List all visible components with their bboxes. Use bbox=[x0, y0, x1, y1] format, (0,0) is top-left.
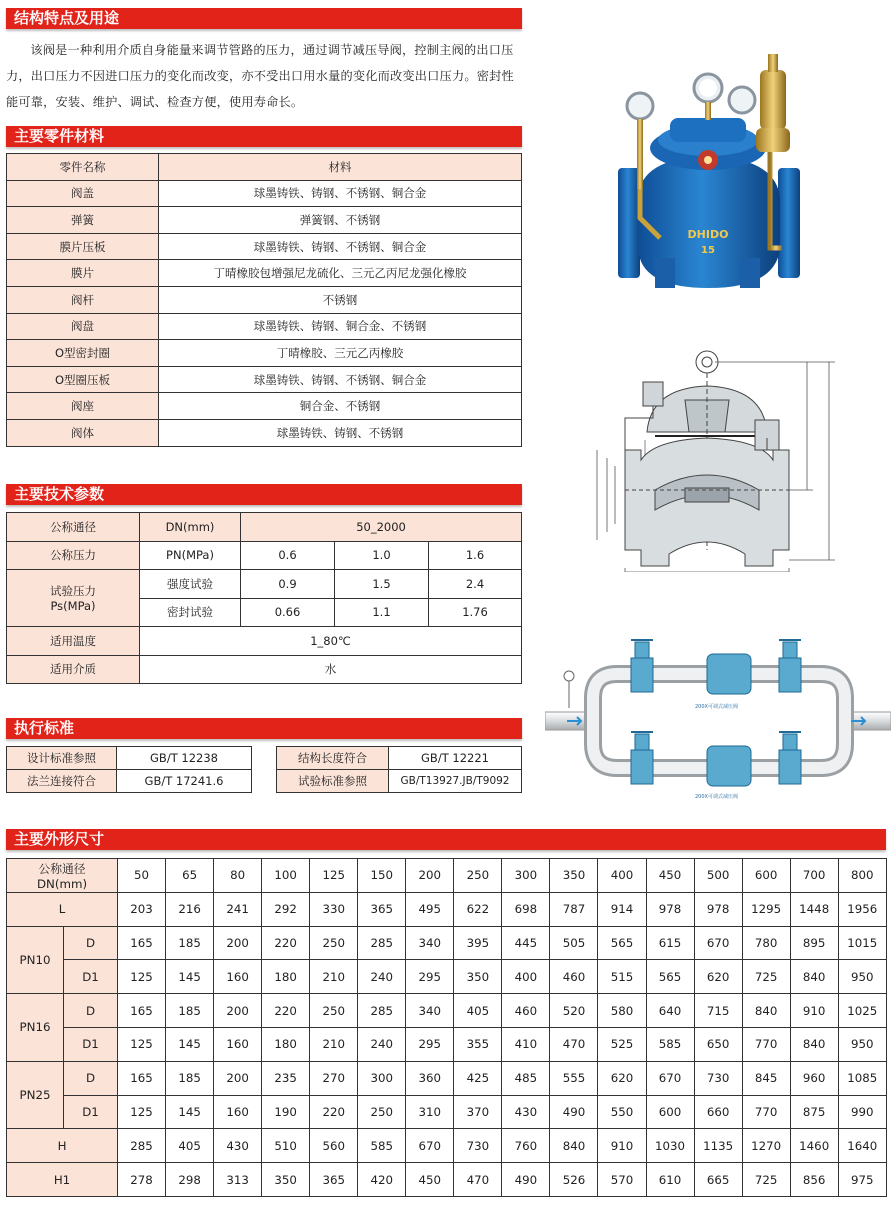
H-value: 1270 bbox=[742, 1129, 790, 1163]
part-name: O型密封圈 bbox=[7, 340, 159, 367]
D-value: 165 bbox=[118, 1061, 166, 1095]
dn-value: 300 bbox=[502, 859, 550, 893]
tech-row-temp bbox=[7, 627, 522, 656]
dims-row-D bbox=[7, 926, 887, 960]
D-value: 185 bbox=[166, 1061, 214, 1095]
H-value: 1135 bbox=[694, 1129, 742, 1163]
D1-value: 355 bbox=[454, 1027, 502, 1061]
nominal-label: 公称通径 bbox=[7, 513, 140, 542]
H1-value: 665 bbox=[694, 1163, 742, 1197]
D1-value: 180 bbox=[262, 960, 310, 994]
dims-row-D1 bbox=[7, 960, 887, 994]
tech-row-medium bbox=[7, 655, 522, 684]
D-value: 185 bbox=[166, 994, 214, 1028]
part-material: 不锈钢 bbox=[159, 286, 522, 313]
D1-value: 180 bbox=[262, 1027, 310, 1061]
D-value: 200 bbox=[214, 994, 262, 1028]
pn-value: 1.6 bbox=[429, 541, 522, 570]
D1-value: 515 bbox=[598, 960, 646, 994]
L-value: 365 bbox=[358, 892, 406, 926]
materials-row bbox=[7, 366, 522, 393]
seal-value: 0.66 bbox=[241, 598, 335, 627]
H-value: 560 bbox=[310, 1129, 358, 1163]
L-value: 495 bbox=[406, 892, 454, 926]
L-value: 241 bbox=[214, 892, 262, 926]
section-features-header: 结构特点及用途 bbox=[6, 8, 522, 29]
D1-value: 585 bbox=[646, 1027, 694, 1061]
D-value: 555 bbox=[550, 1061, 598, 1095]
D-value: 840 bbox=[742, 994, 790, 1028]
pn-label: PN(MPa) bbox=[140, 541, 241, 570]
D-value: 220 bbox=[262, 994, 310, 1028]
D-value: 285 bbox=[358, 994, 406, 1028]
D1-value: 410 bbox=[502, 1027, 550, 1061]
standard-row bbox=[7, 770, 252, 793]
D-value: 300 bbox=[358, 1061, 406, 1095]
H-value: 510 bbox=[262, 1129, 310, 1163]
dn-header-line1: 公称通径 bbox=[38, 861, 86, 876]
D1-value: 400 bbox=[502, 960, 550, 994]
L-value: 216 bbox=[166, 892, 214, 926]
H1-value: 725 bbox=[742, 1163, 790, 1197]
standards-table-right bbox=[276, 746, 522, 793]
standard-label: 设计标准参照 bbox=[7, 747, 117, 770]
dn-value: 50_2000 bbox=[241, 513, 522, 542]
L-value: 203 bbox=[118, 892, 166, 926]
H1-value: 313 bbox=[214, 1163, 262, 1197]
D-value: 670 bbox=[646, 1061, 694, 1095]
seal-label: 密封试验 bbox=[140, 598, 241, 627]
valve-photo bbox=[600, 48, 815, 300]
dn-label: DN(mm) bbox=[140, 513, 241, 542]
dims-row-L bbox=[7, 892, 887, 926]
H-value: 1460 bbox=[790, 1129, 838, 1163]
section-drawing bbox=[585, 340, 845, 572]
D-value: 165 bbox=[118, 994, 166, 1028]
part-name: 阀盖 bbox=[7, 180, 159, 207]
part-name: 阀杆 bbox=[7, 286, 159, 313]
test-label: 试验压力 bbox=[50, 584, 96, 598]
H1-value: 298 bbox=[166, 1163, 214, 1197]
standard-label: 试验标准参照 bbox=[277, 770, 389, 793]
standard-row bbox=[7, 747, 252, 770]
D-value: 235 bbox=[262, 1061, 310, 1095]
L-value: 978 bbox=[646, 892, 694, 926]
brand-text: DHIDO bbox=[687, 228, 729, 241]
L-value: 1295 bbox=[742, 892, 790, 926]
D1-value: 875 bbox=[790, 1095, 838, 1129]
D-value: 340 bbox=[406, 926, 454, 960]
D-value: 520 bbox=[550, 994, 598, 1028]
section-dims-header: 主要外形尺寸 bbox=[6, 829, 886, 850]
materials-row bbox=[7, 393, 522, 420]
D1-value: 125 bbox=[118, 960, 166, 994]
col-header-material: 材料 bbox=[159, 154, 522, 181]
H-value: 840 bbox=[550, 1129, 598, 1163]
D1-value: 160 bbox=[214, 1027, 262, 1061]
D1-value: 460 bbox=[550, 960, 598, 994]
H1-value: 365 bbox=[310, 1163, 358, 1197]
L-value: 330 bbox=[310, 892, 358, 926]
D1-value: 950 bbox=[838, 960, 886, 994]
standards-table-left bbox=[6, 746, 252, 793]
H-label: H bbox=[7, 1129, 118, 1163]
H1-value: 570 bbox=[598, 1163, 646, 1197]
D-value: 485 bbox=[502, 1061, 550, 1095]
H-value: 405 bbox=[166, 1129, 214, 1163]
D1-value: 125 bbox=[118, 1095, 166, 1129]
strength-value: 2.4 bbox=[429, 570, 522, 599]
seal-value: 1.1 bbox=[335, 598, 429, 627]
D-value: 165 bbox=[118, 926, 166, 960]
part-name: O型圈压板 bbox=[7, 366, 159, 393]
D1-value: 210 bbox=[310, 960, 358, 994]
D1-value: 160 bbox=[214, 960, 262, 994]
H1-value: 470 bbox=[454, 1163, 502, 1197]
D-value: 360 bbox=[406, 1061, 454, 1095]
D-value: 640 bbox=[646, 994, 694, 1028]
D-value: 200 bbox=[214, 926, 262, 960]
part-name: 阀座 bbox=[7, 393, 159, 420]
pn-value: 0.6 bbox=[241, 541, 335, 570]
D1-label: D1 bbox=[64, 960, 118, 994]
test-pressure-label bbox=[7, 570, 140, 627]
H1-value: 610 bbox=[646, 1163, 694, 1197]
strength-value: 0.9 bbox=[241, 570, 335, 599]
dn-value: 700 bbox=[790, 859, 838, 893]
D1-value: 840 bbox=[790, 960, 838, 994]
D-value: 1025 bbox=[838, 994, 886, 1028]
D-label: D bbox=[64, 926, 118, 960]
D-value: 250 bbox=[310, 926, 358, 960]
D1-value: 430 bbox=[502, 1095, 550, 1129]
L-value: 914 bbox=[598, 892, 646, 926]
D1-label: D1 bbox=[64, 1027, 118, 1061]
col-header-part: 零件名称 bbox=[7, 154, 159, 181]
H-value: 1030 bbox=[646, 1129, 694, 1163]
tech-params-table bbox=[6, 512, 522, 684]
dn-value: 450 bbox=[646, 859, 694, 893]
H-value: 760 bbox=[502, 1129, 550, 1163]
part-material: 丁晴橡胶包增强尼龙硫化、三元乙丙尼龙强化橡胶 bbox=[159, 260, 522, 287]
D-value: 845 bbox=[742, 1061, 790, 1095]
H-value: 730 bbox=[454, 1129, 502, 1163]
standard-value: GB/T 17241.6 bbox=[117, 770, 252, 793]
D-label: D bbox=[64, 994, 118, 1028]
D-value: 185 bbox=[166, 926, 214, 960]
H1-value: 975 bbox=[838, 1163, 886, 1197]
D1-value: 525 bbox=[598, 1027, 646, 1061]
part-name: 膜片压板 bbox=[7, 233, 159, 260]
D1-value: 125 bbox=[118, 1027, 166, 1061]
dn-value: 80 bbox=[214, 859, 262, 893]
D-value: 425 bbox=[454, 1061, 502, 1095]
part-material: 丁晴橡胶、三元乙丙橡胶 bbox=[159, 340, 522, 367]
D1-value: 470 bbox=[550, 1027, 598, 1061]
materials-row bbox=[7, 233, 522, 260]
D1-value: 145 bbox=[166, 1095, 214, 1129]
materials-row bbox=[7, 313, 522, 340]
H-value: 585 bbox=[358, 1129, 406, 1163]
D1-value: 145 bbox=[166, 1027, 214, 1061]
D1-value: 210 bbox=[310, 1027, 358, 1061]
D-value: 220 bbox=[262, 926, 310, 960]
part-material: 球墨铸铁、铸钢、不锈钢、铜合金 bbox=[159, 366, 522, 393]
D-value: 340 bbox=[406, 994, 454, 1028]
dn-value: 50 bbox=[118, 859, 166, 893]
materials-row bbox=[7, 340, 522, 367]
tech-row-pressure bbox=[7, 541, 522, 570]
dims-header-row bbox=[7, 859, 887, 893]
piping-diagram bbox=[545, 632, 891, 804]
dn-header bbox=[7, 859, 118, 893]
section-materials-header: 主要零件材料 bbox=[6, 126, 522, 147]
D1-value: 550 bbox=[598, 1095, 646, 1129]
dims-row-D1 bbox=[7, 1095, 887, 1129]
D-value: 910 bbox=[790, 994, 838, 1028]
materials-row bbox=[7, 419, 522, 446]
H1-value: 526 bbox=[550, 1163, 598, 1197]
D1-value: 620 bbox=[694, 960, 742, 994]
dims-row-H bbox=[7, 1129, 887, 1163]
dn-value: 100 bbox=[262, 859, 310, 893]
part-material: 弹簧钢、不锈钢 bbox=[159, 207, 522, 234]
D1-value: 490 bbox=[550, 1095, 598, 1129]
dn-value: 200 bbox=[406, 859, 454, 893]
part-material: 球墨铸铁、铸钢、铜合金、不锈钢 bbox=[159, 313, 522, 340]
part-material: 球墨铸铁、铸钢、不锈钢 bbox=[159, 419, 522, 446]
D1-value: 295 bbox=[406, 1027, 454, 1061]
H1-value: 420 bbox=[358, 1163, 406, 1197]
D-value: 730 bbox=[694, 1061, 742, 1095]
part-material: 球墨铸铁、铸钢、不锈钢、铜合金 bbox=[159, 180, 522, 207]
D1-value: 240 bbox=[358, 960, 406, 994]
D-value: 670 bbox=[694, 926, 742, 960]
dn-value: 500 bbox=[694, 859, 742, 893]
dn-value: 800 bbox=[838, 859, 886, 893]
pn-group-label: PN25 bbox=[7, 1061, 64, 1129]
pipe-label-top: 200X可调式减压阀 bbox=[695, 704, 738, 710]
D1-value: 990 bbox=[838, 1095, 886, 1129]
dn-value: 250 bbox=[454, 859, 502, 893]
D1-value: 240 bbox=[358, 1027, 406, 1061]
D-value: 580 bbox=[598, 994, 646, 1028]
L-value: 787 bbox=[550, 892, 598, 926]
H1-value: 490 bbox=[502, 1163, 550, 1197]
D-value: 460 bbox=[502, 994, 550, 1028]
H-value: 910 bbox=[598, 1129, 646, 1163]
part-material: 球墨铸铁、铸钢、不锈钢、铜合金 bbox=[159, 233, 522, 260]
standard-label: 法兰连接符合 bbox=[7, 770, 117, 793]
strength-value: 1.5 bbox=[335, 570, 429, 599]
part-name: 阀体 bbox=[7, 419, 159, 446]
H-value: 285 bbox=[118, 1129, 166, 1163]
D-value: 270 bbox=[310, 1061, 358, 1095]
dn-value: 400 bbox=[598, 859, 646, 893]
D1-value: 145 bbox=[166, 960, 214, 994]
tech-row-nominal bbox=[7, 513, 522, 542]
D-value: 565 bbox=[598, 926, 646, 960]
D1-value: 160 bbox=[214, 1095, 262, 1129]
D1-value: 725 bbox=[742, 960, 790, 994]
part-name: 膜片 bbox=[7, 260, 159, 287]
D1-value: 220 bbox=[310, 1095, 358, 1129]
D1-value: 350 bbox=[454, 960, 502, 994]
dims-row-D bbox=[7, 1061, 887, 1095]
D-value: 285 bbox=[358, 926, 406, 960]
pn-value: 1.0 bbox=[335, 541, 429, 570]
standard-row bbox=[277, 747, 522, 770]
D-value: 445 bbox=[502, 926, 550, 960]
D-value: 960 bbox=[790, 1061, 838, 1095]
D-value: 405 bbox=[454, 994, 502, 1028]
H-value: 430 bbox=[214, 1129, 262, 1163]
dims-row-D bbox=[7, 994, 887, 1028]
seal-value: 1.76 bbox=[429, 598, 522, 627]
intro-text: 该阀是一种利用介质自身能量来调节管路的压力，通过调节减压导阀，控制主阀的出口压力，出口压力不因进口压力的变化而改变，亦不受出口用水量的变化而改变出口压力。密封性能可靠，安装、维护、调试、检查方便，使用寿命长。 bbox=[6, 43, 514, 109]
D1-value: 190 bbox=[262, 1095, 310, 1129]
pn-group-label: PN16 bbox=[7, 994, 64, 1062]
standard-value: GB/T 12238 bbox=[117, 747, 252, 770]
L-value: 292 bbox=[262, 892, 310, 926]
test-unit: Ps(MPa) bbox=[50, 599, 96, 613]
D1-value: 600 bbox=[646, 1095, 694, 1129]
D-value: 395 bbox=[454, 926, 502, 960]
D1-value: 565 bbox=[646, 960, 694, 994]
L-value: 1448 bbox=[790, 892, 838, 926]
dims-row-D1 bbox=[7, 1027, 887, 1061]
dn-value: 125 bbox=[310, 859, 358, 893]
standard-value: GB/T13927.JB/T9092 bbox=[389, 770, 522, 793]
D1-value: 370 bbox=[454, 1095, 502, 1129]
H1-value: 856 bbox=[790, 1163, 838, 1197]
D1-value: 660 bbox=[694, 1095, 742, 1129]
D-value: 250 bbox=[310, 994, 358, 1028]
L-value: 622 bbox=[454, 892, 502, 926]
D1-value: 250 bbox=[358, 1095, 406, 1129]
dimensions-table bbox=[6, 858, 887, 1197]
D-value: 1015 bbox=[838, 926, 886, 960]
D-value: 615 bbox=[646, 926, 694, 960]
size-text: 15 bbox=[701, 245, 715, 256]
section-standards-header: 执行标准 bbox=[6, 718, 522, 739]
dn-value: 350 bbox=[550, 859, 598, 893]
H1-value: 350 bbox=[262, 1163, 310, 1197]
materials-row bbox=[7, 207, 522, 234]
materials-row bbox=[7, 286, 522, 313]
materials-header-row bbox=[7, 154, 522, 181]
H-value: 1640 bbox=[838, 1129, 886, 1163]
L-label: L bbox=[7, 892, 118, 926]
D-value: 620 bbox=[598, 1061, 646, 1095]
dn-header-line2: DN(mm) bbox=[36, 876, 88, 891]
D-value: 715 bbox=[694, 994, 742, 1028]
pipe-label-bottom: 200X可调式减压阀 bbox=[695, 794, 738, 800]
medium-value: 水 bbox=[140, 655, 522, 684]
D-value: 1085 bbox=[838, 1061, 886, 1095]
dn-value: 150 bbox=[358, 859, 406, 893]
D1-value: 295 bbox=[406, 960, 454, 994]
temp-value: 1_80℃ bbox=[140, 627, 522, 656]
dn-value: 600 bbox=[742, 859, 790, 893]
pn-group-label: PN10 bbox=[7, 926, 64, 994]
D1-value: 770 bbox=[742, 1027, 790, 1061]
L-value: 1956 bbox=[838, 892, 886, 926]
tech-row-strength bbox=[7, 570, 522, 599]
D-label: D bbox=[64, 1061, 118, 1095]
L-value: 978 bbox=[694, 892, 742, 926]
pressure-label: 公称压力 bbox=[7, 541, 140, 570]
L-value: 698 bbox=[502, 892, 550, 926]
H-value: 670 bbox=[406, 1129, 454, 1163]
D1-value: 840 bbox=[790, 1027, 838, 1061]
D1-value: 950 bbox=[838, 1027, 886, 1061]
part-name: 阀盘 bbox=[7, 313, 159, 340]
part-name: 弹簧 bbox=[7, 207, 159, 234]
D1-label: D1 bbox=[64, 1095, 118, 1129]
materials-row bbox=[7, 180, 522, 207]
strength-label: 强度试验 bbox=[140, 570, 241, 599]
D-value: 200 bbox=[214, 1061, 262, 1095]
materials-table bbox=[6, 153, 522, 447]
medium-label: 适用介质 bbox=[7, 655, 140, 684]
D1-value: 650 bbox=[694, 1027, 742, 1061]
standard-label: 结构长度符合 bbox=[277, 747, 389, 770]
materials-row bbox=[7, 260, 522, 287]
D-value: 505 bbox=[550, 926, 598, 960]
D-value: 780 bbox=[742, 926, 790, 960]
H1-label: H1 bbox=[7, 1163, 118, 1197]
temp-label: 适用温度 bbox=[7, 627, 140, 656]
H1-value: 278 bbox=[118, 1163, 166, 1197]
H1-value: 450 bbox=[406, 1163, 454, 1197]
standard-value: GB/T 12221 bbox=[389, 747, 522, 770]
part-material: 铜合金、不锈钢 bbox=[159, 393, 522, 420]
D1-value: 770 bbox=[742, 1095, 790, 1129]
dn-value: 65 bbox=[166, 859, 214, 893]
standard-row bbox=[277, 770, 522, 793]
section-tech-header: 主要技术参数 bbox=[6, 484, 522, 505]
dims-row-H1 bbox=[7, 1163, 887, 1197]
D1-value: 310 bbox=[406, 1095, 454, 1129]
D-value: 895 bbox=[790, 926, 838, 960]
